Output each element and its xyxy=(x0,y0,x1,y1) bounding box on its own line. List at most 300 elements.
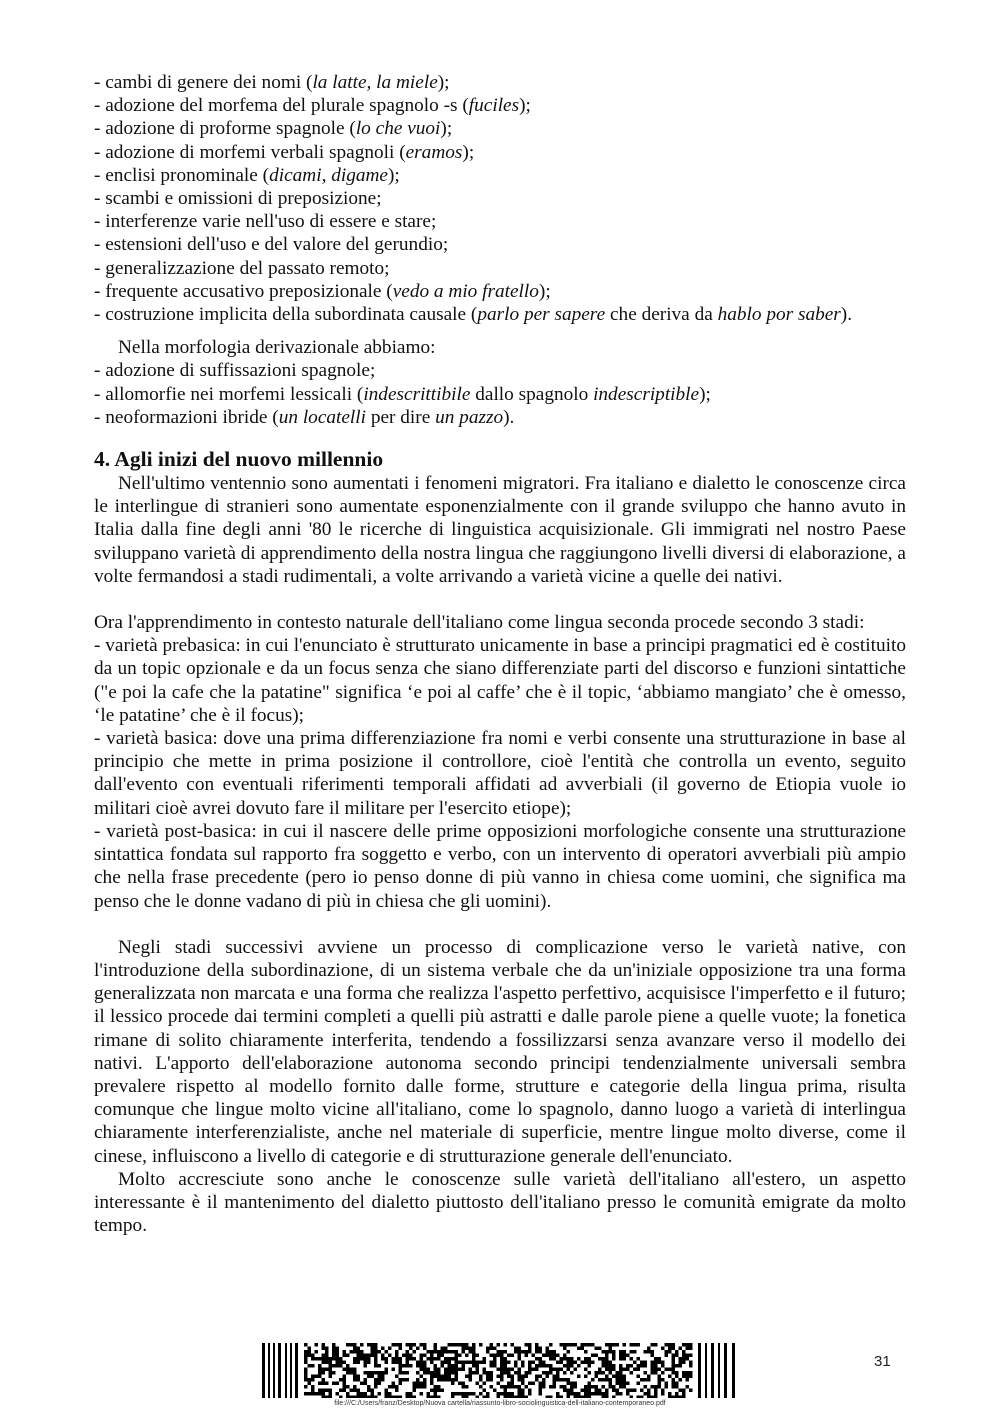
barcode-module xyxy=(528,1368,532,1372)
paragraph-italian-abroad: Molto accresciute sono anche le conoscenze sulle varietà dell'italiano all'estero, un aspetto interessante è il mantenimento del dialetto piuttosto dell'italiano presso le comunità emigrate da molto tempo. xyxy=(94,1168,906,1237)
barcode-module xyxy=(360,1354,364,1358)
barcode-module xyxy=(308,1347,312,1351)
barcode-module xyxy=(378,1371,382,1375)
barcode-module xyxy=(507,1396,511,1399)
barcode-module xyxy=(336,1354,340,1358)
barcode-module xyxy=(458,1354,462,1358)
barcode-module xyxy=(542,1361,546,1365)
barcode-module xyxy=(486,1396,490,1399)
barcode-module xyxy=(521,1392,525,1396)
barcode-module xyxy=(360,1396,364,1399)
barcode-module xyxy=(661,1389,665,1393)
barcode-module xyxy=(595,1347,599,1351)
barcode-module xyxy=(346,1364,350,1368)
barcode-module xyxy=(507,1392,511,1396)
barcode-module xyxy=(399,1343,403,1347)
barcode-module xyxy=(602,1378,606,1382)
barcode-module xyxy=(325,1347,329,1351)
barcode-module xyxy=(605,1389,609,1393)
barcode-module xyxy=(591,1378,595,1382)
barcode-module xyxy=(486,1371,490,1375)
barcode-module xyxy=(605,1396,609,1399)
barcode-module xyxy=(458,1392,462,1396)
barcode-module xyxy=(367,1375,371,1379)
barcode-module xyxy=(553,1350,557,1354)
barcode-module xyxy=(490,1375,494,1379)
barcode-module xyxy=(455,1371,459,1375)
barcode-module xyxy=(336,1347,340,1351)
barcode-module xyxy=(469,1347,473,1351)
barcode-module xyxy=(339,1378,343,1382)
barcode-module xyxy=(532,1382,536,1386)
barcode-module xyxy=(472,1364,476,1368)
barcode-module xyxy=(598,1357,602,1361)
barcode-module xyxy=(574,1361,578,1365)
item-text: - adozione di morfemi verbali spagnoli ( xyxy=(94,141,406,163)
barcode-module xyxy=(570,1389,574,1393)
barcode-module xyxy=(395,1343,399,1347)
barcode-module xyxy=(364,1382,368,1386)
barcode-module xyxy=(395,1375,399,1379)
barcode-module xyxy=(318,1368,322,1372)
barcode-module xyxy=(535,1347,539,1351)
barcode-module xyxy=(364,1364,368,1368)
barcode-module xyxy=(325,1354,329,1358)
barcode-module xyxy=(507,1371,511,1375)
barcode-module xyxy=(304,1350,308,1354)
barcode-module xyxy=(392,1385,396,1389)
barcode-module xyxy=(392,1382,396,1386)
list-item xyxy=(94,303,906,326)
barcode-module xyxy=(472,1361,476,1365)
barcode-module xyxy=(262,1343,265,1398)
barcode-module xyxy=(602,1350,606,1354)
barcode-module xyxy=(518,1385,522,1389)
barcode-module xyxy=(451,1378,455,1382)
barcode-module xyxy=(367,1371,371,1375)
barcode-module xyxy=(423,1378,427,1382)
barcode-module xyxy=(637,1368,641,1372)
barcode-module xyxy=(640,1396,644,1399)
barcode-module xyxy=(644,1385,648,1389)
barcode-module xyxy=(406,1371,410,1375)
barcode-module xyxy=(570,1364,574,1368)
list-item xyxy=(94,257,906,280)
barcode-module xyxy=(567,1357,571,1361)
barcode-module xyxy=(406,1354,410,1358)
barcode-module xyxy=(329,1368,333,1372)
barcode-module xyxy=(651,1361,655,1365)
barcode-module xyxy=(381,1354,385,1358)
barcode-module xyxy=(577,1396,581,1399)
barcode-module xyxy=(322,1389,326,1393)
example-italic: eramos xyxy=(405,141,463,163)
barcode-module xyxy=(574,1368,578,1372)
barcode-module xyxy=(437,1371,441,1375)
barcode-module xyxy=(588,1389,592,1393)
barcode-module xyxy=(553,1382,557,1386)
barcode-module xyxy=(598,1392,602,1396)
barcode-module xyxy=(574,1392,578,1396)
barcode-module xyxy=(374,1385,378,1389)
barcode-module xyxy=(612,1364,616,1368)
barcode-module xyxy=(360,1392,364,1396)
barcode-module xyxy=(504,1392,508,1396)
barcode-module xyxy=(455,1364,459,1368)
barcode-module xyxy=(308,1350,312,1354)
barcode-module xyxy=(406,1361,410,1365)
barcode-module xyxy=(304,1343,308,1347)
barcode-module xyxy=(616,1371,620,1375)
barcode-module xyxy=(343,1350,347,1354)
barcode-module xyxy=(609,1364,613,1368)
barcode-module xyxy=(455,1357,459,1361)
barcode-module xyxy=(675,1371,679,1375)
barcode-module xyxy=(500,1361,504,1365)
barcode-module xyxy=(581,1347,585,1351)
barcode-module xyxy=(651,1396,655,1399)
barcode-module xyxy=(500,1378,504,1382)
barcode-module xyxy=(465,1392,469,1396)
barcode-module xyxy=(528,1350,532,1354)
barcode-module xyxy=(591,1361,595,1365)
document-page xyxy=(94,71,906,1237)
barcode-module xyxy=(532,1354,536,1358)
barcode-module xyxy=(325,1350,329,1354)
barcode-module xyxy=(423,1361,427,1365)
barcode-module xyxy=(458,1343,462,1347)
barcode-module xyxy=(325,1361,329,1365)
barcode-module xyxy=(378,1350,382,1354)
barcode-module xyxy=(462,1343,466,1347)
item-text: - scambi e omissioni di preposizione; xyxy=(94,188,382,210)
barcode-module xyxy=(353,1350,357,1354)
barcode-module xyxy=(346,1396,350,1399)
barcode-module xyxy=(665,1382,669,1386)
list-item xyxy=(94,233,906,256)
barcode-module xyxy=(500,1350,504,1354)
barcode-module xyxy=(430,1350,434,1354)
barcode-module xyxy=(577,1375,581,1379)
barcode-module xyxy=(602,1396,606,1399)
barcode-module xyxy=(479,1392,483,1396)
barcode-module xyxy=(374,1343,378,1347)
barcode-module xyxy=(395,1357,399,1361)
barcode-module xyxy=(567,1392,571,1396)
barcode-module xyxy=(661,1361,665,1365)
barcode-module xyxy=(441,1361,445,1365)
barcode-module xyxy=(318,1375,322,1379)
barcode-module xyxy=(644,1378,648,1382)
barcode-module xyxy=(308,1378,312,1382)
barcode-module xyxy=(378,1364,382,1368)
barcode-module xyxy=(605,1375,609,1379)
barcode-module xyxy=(490,1361,494,1365)
barcode-module xyxy=(521,1350,525,1354)
barcode-module xyxy=(413,1343,417,1347)
barcode-module xyxy=(416,1361,420,1365)
barcode-module xyxy=(458,1382,462,1386)
barcode-module xyxy=(546,1350,550,1354)
item-text: ); xyxy=(538,280,551,302)
barcode-module xyxy=(675,1392,679,1396)
barcode-module xyxy=(560,1385,564,1389)
barcode-module xyxy=(567,1361,571,1365)
barcode-module xyxy=(668,1350,672,1354)
barcode-module xyxy=(567,1378,571,1382)
barcode-module xyxy=(406,1364,410,1368)
barcode-module xyxy=(497,1396,501,1399)
barcode-module xyxy=(311,1364,315,1368)
barcode-module xyxy=(399,1347,403,1351)
barcode-module xyxy=(406,1378,410,1382)
barcode-module xyxy=(371,1354,375,1358)
barcode-module xyxy=(483,1389,487,1393)
barcode-module xyxy=(385,1389,389,1393)
barcode-module xyxy=(584,1357,588,1361)
barcode-module xyxy=(329,1357,333,1361)
barcode-module xyxy=(374,1350,378,1354)
barcode-module xyxy=(637,1375,641,1379)
barcode-module xyxy=(560,1378,564,1382)
item-text: - allomorfie nei morfemi lessicali ( xyxy=(94,383,364,405)
barcode-module xyxy=(322,1371,326,1375)
barcode-module xyxy=(395,1354,399,1358)
barcode-module xyxy=(483,1396,487,1399)
barcode-module xyxy=(654,1371,658,1375)
barcode-module xyxy=(427,1368,431,1372)
barcode-module xyxy=(388,1354,392,1358)
barcode-module xyxy=(619,1357,623,1361)
barcode-module xyxy=(364,1357,368,1361)
barcode-module xyxy=(465,1361,469,1365)
barcode-module xyxy=(395,1389,399,1393)
barcode-module xyxy=(689,1364,693,1368)
barcode-module xyxy=(591,1343,595,1347)
barcode-module xyxy=(423,1347,427,1351)
barcode-module xyxy=(549,1354,553,1358)
barcode-module xyxy=(451,1364,455,1368)
barcode-module xyxy=(469,1368,473,1372)
barcode-module xyxy=(483,1357,487,1361)
barcode-module xyxy=(451,1343,455,1347)
barcode-module xyxy=(535,1343,539,1347)
barcode-module xyxy=(623,1354,627,1358)
barcode-module xyxy=(705,1343,707,1398)
page-footer xyxy=(0,1340,1000,1414)
barcode-module xyxy=(630,1389,634,1393)
barcode-module xyxy=(343,1382,347,1386)
barcode-module xyxy=(689,1361,693,1365)
barcode-module xyxy=(322,1392,326,1396)
barcode-module xyxy=(325,1368,329,1372)
barcode-module xyxy=(612,1368,616,1372)
barcode-module xyxy=(332,1357,336,1361)
barcode-module xyxy=(672,1347,676,1351)
barcode-module xyxy=(353,1368,357,1372)
barcode-module xyxy=(490,1385,494,1389)
barcode-module xyxy=(672,1364,676,1368)
barcode-module xyxy=(507,1368,511,1372)
barcode-module xyxy=(682,1361,686,1365)
page-number: 31 xyxy=(874,1353,891,1370)
list-item xyxy=(94,280,906,303)
barcode-module xyxy=(682,1357,686,1361)
barcode-module xyxy=(430,1382,434,1386)
barcode-module xyxy=(602,1392,606,1396)
barcode-module xyxy=(399,1364,403,1368)
barcode-module xyxy=(686,1371,690,1375)
barcode-module xyxy=(553,1375,557,1379)
barcode-module xyxy=(329,1361,333,1365)
barcode-module xyxy=(444,1347,448,1351)
barcode-module xyxy=(364,1392,368,1396)
barcode-module xyxy=(602,1364,606,1368)
barcode-module xyxy=(528,1364,532,1368)
barcode-module xyxy=(525,1375,529,1379)
barcode-module xyxy=(311,1389,315,1393)
barcode-module xyxy=(434,1350,438,1354)
barcode-module xyxy=(623,1385,627,1389)
barcode-module xyxy=(689,1371,693,1375)
barcode-module xyxy=(322,1361,326,1365)
barcode-module xyxy=(605,1368,609,1372)
barcode-module xyxy=(546,1375,550,1379)
barcode-module xyxy=(682,1371,686,1375)
barcode-module xyxy=(385,1371,389,1375)
barcode-module xyxy=(514,1361,518,1365)
barcode-module xyxy=(451,1368,455,1372)
barcode-module xyxy=(556,1368,560,1372)
barcode-module xyxy=(612,1357,616,1361)
barcode-module xyxy=(409,1357,413,1361)
barcode-module xyxy=(308,1392,312,1396)
barcode-module xyxy=(658,1368,662,1372)
barcode-module xyxy=(462,1347,466,1351)
barcode-module xyxy=(588,1382,592,1386)
barcode-module xyxy=(689,1354,693,1358)
barcode-module xyxy=(357,1350,361,1354)
barcode-module xyxy=(588,1361,592,1365)
barcode-module xyxy=(472,1392,476,1396)
barcode-module xyxy=(504,1368,508,1372)
barcode-module xyxy=(682,1350,686,1354)
barcode-module xyxy=(392,1396,396,1399)
barcode-module xyxy=(616,1392,620,1396)
barcode-module xyxy=(525,1396,529,1399)
barcode-module xyxy=(304,1385,308,1389)
barcode-module xyxy=(626,1368,630,1372)
barcode-module xyxy=(556,1375,560,1379)
barcode-module xyxy=(350,1350,354,1354)
barcode-module xyxy=(672,1371,676,1375)
barcode-module xyxy=(353,1343,357,1347)
barcode-module xyxy=(577,1357,581,1361)
barcode-module xyxy=(434,1385,438,1389)
barcode-module xyxy=(406,1350,410,1354)
barcode-module xyxy=(416,1347,420,1351)
barcode-module xyxy=(268,1343,270,1398)
barcode-module xyxy=(413,1382,417,1386)
barcode-module xyxy=(343,1368,347,1372)
barcode-module xyxy=(409,1364,413,1368)
barcode-module xyxy=(511,1375,515,1379)
barcode-module xyxy=(399,1378,403,1382)
barcode-module xyxy=(339,1364,343,1368)
barcode-module xyxy=(430,1375,434,1379)
barcode-module xyxy=(686,1375,690,1379)
barcode-module xyxy=(588,1392,592,1396)
barcode-module xyxy=(444,1350,448,1354)
barcode-module xyxy=(518,1392,522,1396)
item-text: - cambi di genere dei nomi ( xyxy=(94,72,313,93)
barcode-module xyxy=(598,1347,602,1351)
barcode-module xyxy=(665,1385,669,1389)
barcode-module xyxy=(616,1375,620,1379)
barcode-module xyxy=(577,1392,581,1396)
barcode-module xyxy=(315,1350,319,1354)
barcode-module xyxy=(504,1364,508,1368)
barcode-module xyxy=(518,1350,522,1354)
barcode-module xyxy=(518,1396,522,1399)
barcode-module xyxy=(711,1343,714,1398)
list-item xyxy=(94,117,906,140)
barcode-module xyxy=(651,1354,655,1358)
barcode-module xyxy=(385,1361,389,1365)
barcode-module xyxy=(455,1368,459,1372)
barcode-module xyxy=(455,1354,459,1358)
barcode-module xyxy=(574,1396,578,1399)
barcode-module xyxy=(528,1361,532,1365)
barcode-module xyxy=(304,1357,308,1361)
barcode-module xyxy=(570,1361,574,1365)
barcode-module xyxy=(514,1364,518,1368)
barcode-module xyxy=(682,1389,686,1393)
barcode-module xyxy=(546,1347,550,1351)
barcode-module xyxy=(500,1368,504,1372)
barcode-module xyxy=(595,1371,599,1375)
barcode-module xyxy=(563,1385,567,1389)
stage-prebasic: - varietà prebasica: in cui l'enunciato è strutturato unicamente in base a principi pragmatici ed è costituito da un topic opzionale e da un focus senza che siano differenziate parti del discorso e funzioni sintattiche ("e poi la cafe che la patatine" significa ‘e poi al caffe’ che è il topic, ‘abbiamo mangiato’ che è omesso, ‘le patatine’ che è il focus); xyxy=(94,635,906,726)
barcode-module xyxy=(609,1347,613,1351)
barcode-module xyxy=(315,1392,319,1396)
barcode-module xyxy=(427,1350,431,1354)
barcode-module xyxy=(290,1343,292,1398)
barcode-module xyxy=(686,1343,690,1347)
barcode-module xyxy=(399,1361,403,1365)
barcode-module xyxy=(385,1392,389,1396)
barcode-module xyxy=(448,1357,452,1361)
barcode-module xyxy=(732,1343,735,1398)
barcode-module xyxy=(563,1354,567,1358)
barcode-module xyxy=(441,1389,445,1393)
barcode-module xyxy=(479,1375,483,1379)
barcode-module xyxy=(535,1375,539,1379)
barcode-module xyxy=(718,1343,720,1398)
barcode-module xyxy=(588,1396,592,1399)
barcode-module xyxy=(455,1361,459,1365)
barcode-module xyxy=(584,1368,588,1372)
barcode-module xyxy=(413,1396,417,1399)
barcode-module xyxy=(549,1350,553,1354)
barcode-module xyxy=(539,1392,543,1396)
barcode-module xyxy=(521,1396,525,1399)
barcode-module xyxy=(672,1343,676,1347)
barcode-module xyxy=(406,1343,410,1347)
barcode-module xyxy=(381,1347,385,1351)
item-text: - adozione di proforme spagnole ( xyxy=(94,118,356,140)
barcode-module xyxy=(437,1396,441,1399)
